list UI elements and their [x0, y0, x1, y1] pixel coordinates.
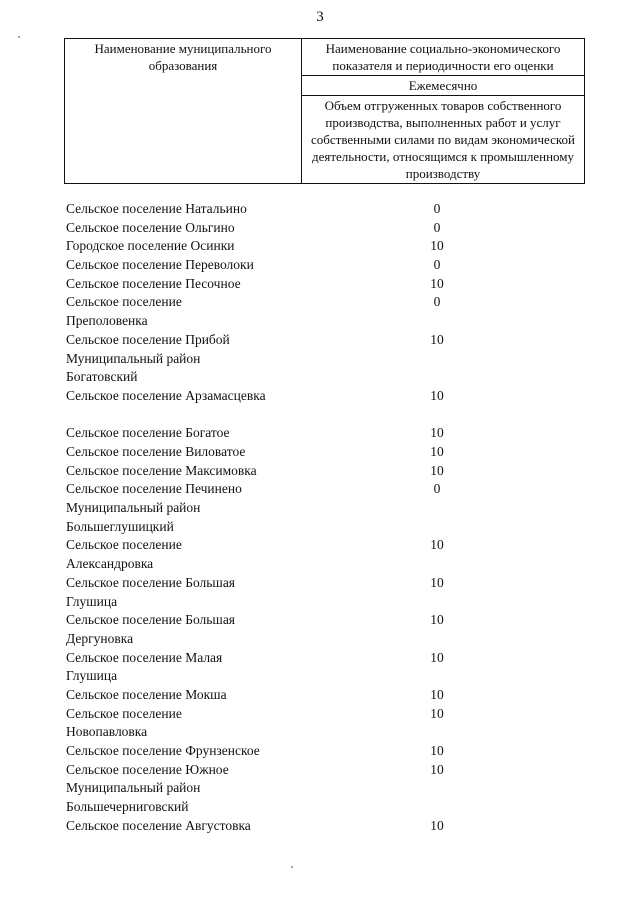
- municipality-name: Сельское поселение Преполовенка: [66, 294, 182, 329]
- district-name: Муниципальный район Большеглушицкий: [66, 500, 201, 534]
- municipality-name: Сельское поселение Печинено: [66, 481, 242, 497]
- indicator-value: 10: [430, 387, 444, 403]
- list-item: [66, 649, 586, 686]
- municipality-name: Сельское поселение Мокша: [66, 686, 227, 702]
- municipality-name: Сельское поселение Ольгино: [66, 219, 235, 235]
- municipality-name: Сельское поселение Арзамасцевка: [66, 387, 266, 403]
- municipality-name: Сельское поселение Натальино: [66, 201, 247, 216]
- list-item: [66, 761, 586, 780]
- list-item: [66, 443, 586, 462]
- indicator-value: 0: [433, 481, 441, 497]
- list-item: [66, 387, 586, 406]
- municipality-list: [66, 200, 586, 836]
- list-item: [66, 574, 586, 611]
- indicator-value: 10: [430, 686, 444, 702]
- list-item: [66, 200, 586, 219]
- list-item: [66, 219, 586, 238]
- district-heading: [66, 350, 586, 387]
- header-table: [64, 38, 585, 184]
- indicator-value: 10: [430, 743, 444, 759]
- indicator-value: 10: [430, 425, 444, 441]
- list-item: [66, 480, 586, 499]
- period-cell: Ежемесячно: [302, 76, 585, 96]
- blank-line: [66, 406, 586, 425]
- district-name: Муниципальный район Богатовский: [66, 350, 201, 385]
- scan-speck: [291, 866, 293, 868]
- list-item: [66, 742, 586, 761]
- indicator-value: 10: [430, 331, 444, 347]
- municipality-name: Сельское поселение Новопавловка: [66, 705, 182, 740]
- municipality-name: Сельское поселение Виловатое: [66, 443, 246, 459]
- indicator-value: 0: [433, 201, 441, 216]
- municipality-name: Сельское поселение Большая Глушица: [66, 574, 236, 609]
- municipality-name: Сельское поселение Песочное: [66, 275, 241, 291]
- indicator-value: 10: [430, 574, 444, 590]
- municipality-name: Сельское поселение Максимовка: [66, 462, 257, 478]
- list-item: [66, 536, 586, 573]
- municipality-name: Сельское поселение Прибой: [66, 331, 230, 347]
- indicator-value: 0: [433, 219, 441, 235]
- indicator-value: 0: [433, 294, 441, 310]
- indicator-value: 10: [430, 238, 444, 254]
- indicator-value: 10: [430, 649, 444, 665]
- municipality-name: Сельское поселение Южное: [66, 761, 229, 777]
- indicator-column-header: Наименование социально-экономического показателя и периодичности его оценки: [302, 39, 585, 76]
- list-item: [66, 705, 586, 742]
- indicator-description: Объем отгруженных товаров собственного производства, выполненных работ и услуг собственными силами по видам экономической деятельности, относящимся к промышленному производству: [302, 96, 585, 184]
- municipality-name: Сельское поселение Переволоки: [66, 257, 254, 273]
- municipality-name: Сельское поселение Богатое: [66, 425, 230, 441]
- district-heading: [66, 779, 586, 816]
- list-item: [66, 331, 586, 350]
- indicator-value: 10: [430, 462, 444, 478]
- indicator-value: 10: [430, 537, 444, 553]
- list-item: [66, 237, 586, 256]
- page-number: 3: [316, 9, 324, 25]
- municipality-column-header: Наименование муниципального образования: [65, 39, 302, 184]
- municipality-name: Сельское поселение Августовка: [66, 817, 251, 833]
- indicator-value: 10: [430, 275, 444, 291]
- indicator-value: 10: [430, 705, 444, 721]
- municipality-name: Сельское поселение Малая Глушица: [66, 649, 223, 684]
- list-item: [66, 686, 586, 705]
- indicator-value: 10: [430, 443, 444, 459]
- district-heading: [66, 499, 586, 536]
- indicator-value: 10: [430, 612, 444, 628]
- list-item: [66, 424, 586, 443]
- list-item: [66, 611, 586, 648]
- municipality-name: Городское поселение Осинки: [66, 238, 235, 254]
- district-name: Муниципальный район Большечерниговский: [66, 780, 201, 815]
- list-item: [66, 256, 586, 275]
- indicator-value: 10: [430, 761, 444, 777]
- municipality-name: Сельское поселение Большая Дергуновка: [66, 612, 236, 646]
- municipality-name: Сельское поселение Фрунзенское: [66, 743, 260, 759]
- list-item: [66, 293, 586, 330]
- list-item: [66, 462, 586, 481]
- indicator-value: 10: [430, 817, 444, 833]
- indicator-value: 0: [433, 257, 441, 273]
- scan-speck: [18, 36, 20, 38]
- list-item: [66, 817, 586, 836]
- list-item: [66, 275, 586, 294]
- municipality-name: Сельское поселение Александровка: [66, 537, 182, 572]
